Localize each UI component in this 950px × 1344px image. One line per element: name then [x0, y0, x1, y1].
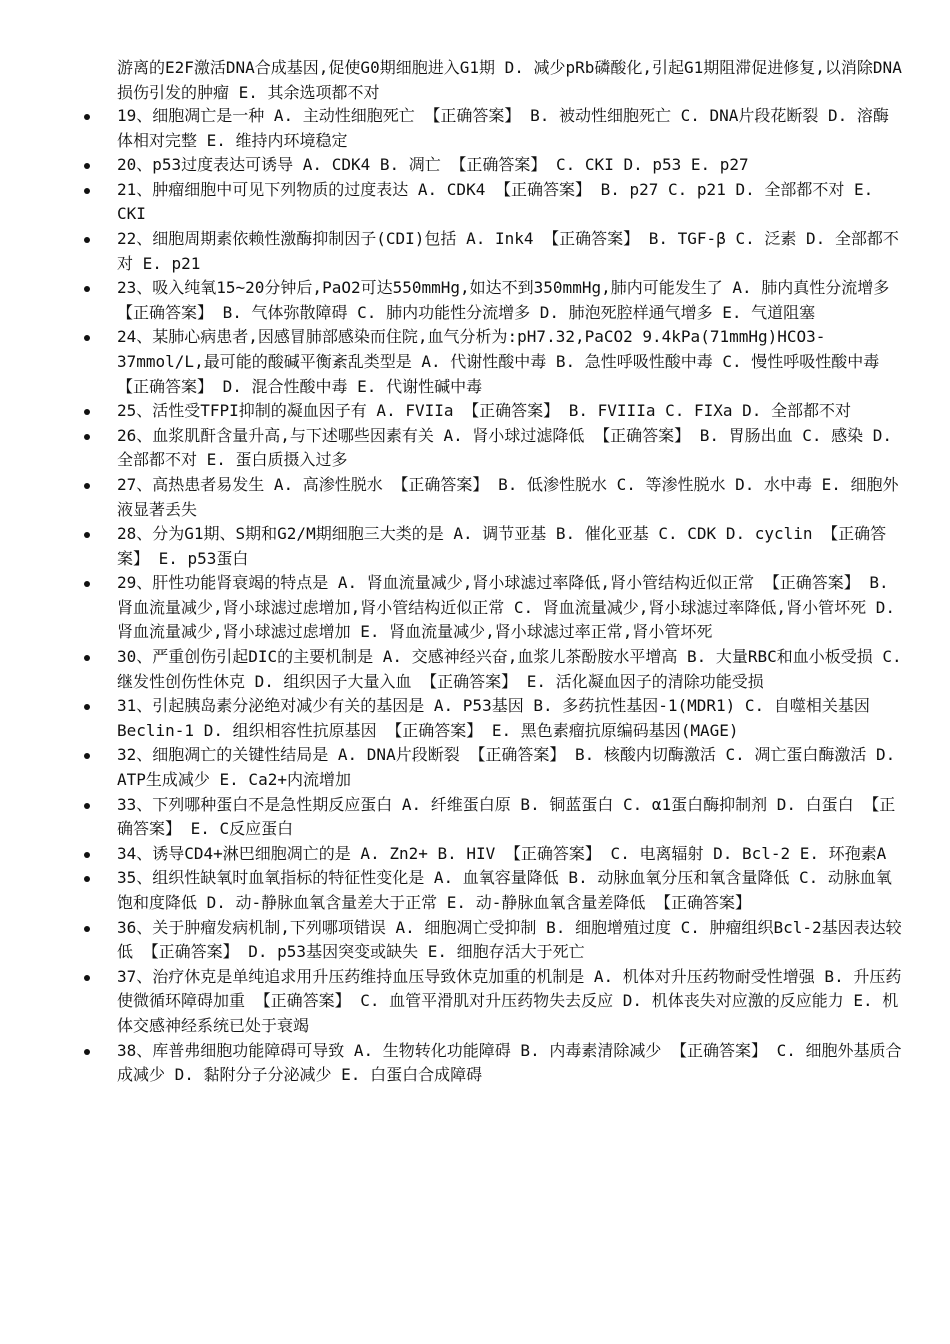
- question-item: [117, 916, 902, 965]
- question-text: 29、肝性功能肾衰竭的特点是 A. 肾血流量减少,肾小球滤过率降低,肾小管结构近似正常 【正确答案】 B. 肾血流量减少,肾小球滤过虑增加,肾小管结构近似正常 C. 肾血流量减少,肾小球滤过率降低,肾小管坏死 D. 肾血流量减少,肾小球滤过虑增加 E. 肾血流量减少,肾小球滤过率正常,肾小管坏死: [117, 573, 895, 642]
- bullet-icon: [84, 483, 90, 489]
- bullet-icon: [84, 237, 90, 243]
- question-text: 24、某肺心病患者,因感冒肺部感染而住院,血气分析为:pH7.32,PaCO2 9.4kPa(71mmHg)HCO3- 37mmol/L,最可能的酸碱平衡紊乱类型是 A. 代谢性酸中毒 B. 急性呼吸性酸中毒 C. 慢性呼吸性酸中毒 【正确答案】 D. 混合性酸中毒 E. 代谢性碱中毒: [117, 327, 880, 396]
- bullet-icon: [84, 704, 90, 710]
- question-item: [117, 1039, 902, 1088]
- bullet-icon: [84, 803, 90, 809]
- question-text: 31、引起胰岛素分泌绝对减少有关的基因是 A. P53基因 B. 多药抗性基因-1(MDR1) C. 自噬相关基因Beclin-1 D. 组织相容性抗原基因 【正确答案】 E. 黑色素瘤抗原编码基因(MAGE): [117, 696, 870, 740]
- question-text: 20、p53过度表达可诱导 A. CDK4 B. 凋亡 【正确答案】 C. CKI D. p53 E. p27: [117, 155, 749, 175]
- question-item: [117, 178, 902, 227]
- question-item: [117, 399, 902, 424]
- bullet-icon: [84, 975, 90, 981]
- bullet-icon: [84, 532, 90, 538]
- question-text: 38、库普弗细胞功能障碍可导致 A. 生物转化功能障碍 B. 内毒素清除减少 【正确答案】 C. 细胞外基质合成减少 D. 黏附分子分泌减少 E. 白蛋白合成障碍: [117, 1040, 902, 1085]
- question-item: [117, 645, 902, 694]
- question-item: [117, 793, 902, 842]
- bullet-icon: [84, 188, 90, 194]
- bullet-icon: [84, 434, 90, 440]
- bullet-icon: [84, 926, 90, 932]
- question-item: [117, 842, 902, 867]
- question-text: 25、活性受TFPI抑制的凝血因子有 A. FVIIa 【正确答案】 B. FVIIIa C. FIXa D. 全部都不对: [117, 401, 852, 421]
- question-text: 26、血浆肌酐含量升高,与下述哪些因素有关 A. 肾小球过滤降低 【正确答案】 B. 胃肠出血 C. 感染 D. 全部都不对 E. 蛋白质摄入过多: [117, 425, 893, 470]
- question-item: [117, 424, 902, 473]
- bullet-icon: [84, 335, 90, 341]
- question-text: 22、细胞周期素依赖性激酶抑制因子(CDI)包括 A. Ink4 【正确答案】 B. TGF-β C. 泛素 D. 全部都不对 E. p21: [117, 228, 899, 273]
- question-item: [117, 227, 902, 276]
- question-text: 36、关于肿瘤发病机制,下列哪项错误 A. 细胞凋亡受抑制 B. 细胞增殖过度 C. 肿瘤组织Bcl-2基因表达较低 【正确答案】 D. p53基因突变或缺失 E. 细胞存活大于死亡: [117, 917, 902, 962]
- question-item: [117, 153, 902, 178]
- question-text: 23、吸入纯氧15~20分钟后,PaO2可达550mmHg,如达不到350mmHg,肺内可能发生了 A. 肺内真性分流增多 【正确答案】 B. 气体弥散障碍 C. 肺内功能性分流增多 D. 肺泡死腔样通气增多 E. 气道阻塞: [117, 278, 890, 322]
- bullet-icon: [84, 655, 90, 661]
- bullet-icon: [84, 163, 90, 169]
- question-text: 21、肿瘤细胞中可见下列物质的过度表达 A. CDK4 【正确答案】 B. p27 C. p21 D. 全部都不对 E. CKI: [117, 179, 874, 224]
- bullet-icon: [84, 753, 90, 759]
- question-item: [117, 571, 902, 645]
- bullet-icon: [84, 1049, 90, 1055]
- bullet-icon: [84, 581, 90, 587]
- question-text: 34、诱导CD4+淋巴细胞凋亡的是 A. Zn2+ B. HIV 【正确答案】 C. 电离辐射 D. Bcl-2 E. 环孢素A: [117, 843, 887, 863]
- question-item: [117, 473, 902, 522]
- bullet-icon: [84, 409, 90, 415]
- question-text: 19、细胞凋亡是一种 A. 主动性细胞死亡 【正确答案】 B. 被动性细胞死亡 C. DNA片段花断裂 D. 溶酶体相对完整 E. 维持内环境稳定: [117, 106, 889, 150]
- question-text: 27、高热患者易发生 A. 高渗性脱水 【正确答案】 B. 低渗性脱水 C. 等渗性脱水 D. 水中毒 E. 细胞外液显著丢失: [117, 474, 899, 519]
- question-text: 37、治疗休克是单纯追求用升压药维持血压导致休克加重的机制是 A. 机体对升压药物耐受性增强 B. 升压药使微循环障碍加重 【正确答案】 C. 血管平滑肌对升压药物失去反应 D. 机体丧失对应激的反应能力 E. 机体交感神经系统已处于衰竭: [117, 966, 902, 1035]
- question-text: 35、组织性缺氧时血氧指标的特征性变化是 A. 血氧容量降低 B. 动脉血氧分压和氧含量降低 C. 动脉血氧饱和度降低 D. 动-静脉血氧含量差大于正常 E. 动-静脉血氧含量差降低 【正确答案】: [117, 868, 892, 912]
- question-item: [117, 743, 902, 792]
- continued-text: 游离的E2F激活DNA合成基因,促使G0期细胞进入G1期 D. 减少pRb磷酸化,引起G1期阻滞促进修复,以消除DNA损伤引发的肿瘤 E. 其余选项都不对: [117, 58, 902, 102]
- question-item: [117, 522, 902, 571]
- question-item: [117, 866, 902, 915]
- bullet-icon: [84, 286, 90, 292]
- bullet-icon: [84, 852, 90, 858]
- question-item: [117, 104, 902, 153]
- question-item: [117, 325, 902, 399]
- question-list: [0, 104, 950, 1088]
- question-item: [117, 276, 902, 325]
- question-text: 28、分为G1期、S期和G2/M期细胞三大类的是 A. 调节亚基 B. 催化亚基 C. CDK D. cyclin 【正确答案】 E. p53蛋白: [117, 524, 887, 568]
- question-item: [117, 965, 902, 1039]
- question-item: [117, 694, 902, 743]
- bullet-icon: [84, 114, 90, 120]
- bullet-icon: [84, 876, 90, 882]
- question-text: 32、细胞凋亡的关键性结局是 A. DNA片段断裂 【正确答案】 B. 核酸内切酶激活 C. 凋亡蛋白酶激活 D. ATP生成减少 E. Ca2+内流增加: [117, 745, 896, 790]
- question-text: 33、下列哪种蛋白不是急性期反应蛋白 A. 纤维蛋白原 B. 铜蓝蛋白 C. α1蛋白酶抑制剂 D. 白蛋白 【正确答案】 E. C反应蛋白: [117, 794, 896, 839]
- question-text: 30、严重创伤引起DIC的主要机制是 A. 交感神经兴奋,血浆儿茶酚胺水平增高 B. 大量RBC和血小板受损 C. 继发性创伤性休克 D. 组织因子大量入血 【正确答案】 E. 活化凝血因子的清除功能受损: [117, 647, 902, 691]
